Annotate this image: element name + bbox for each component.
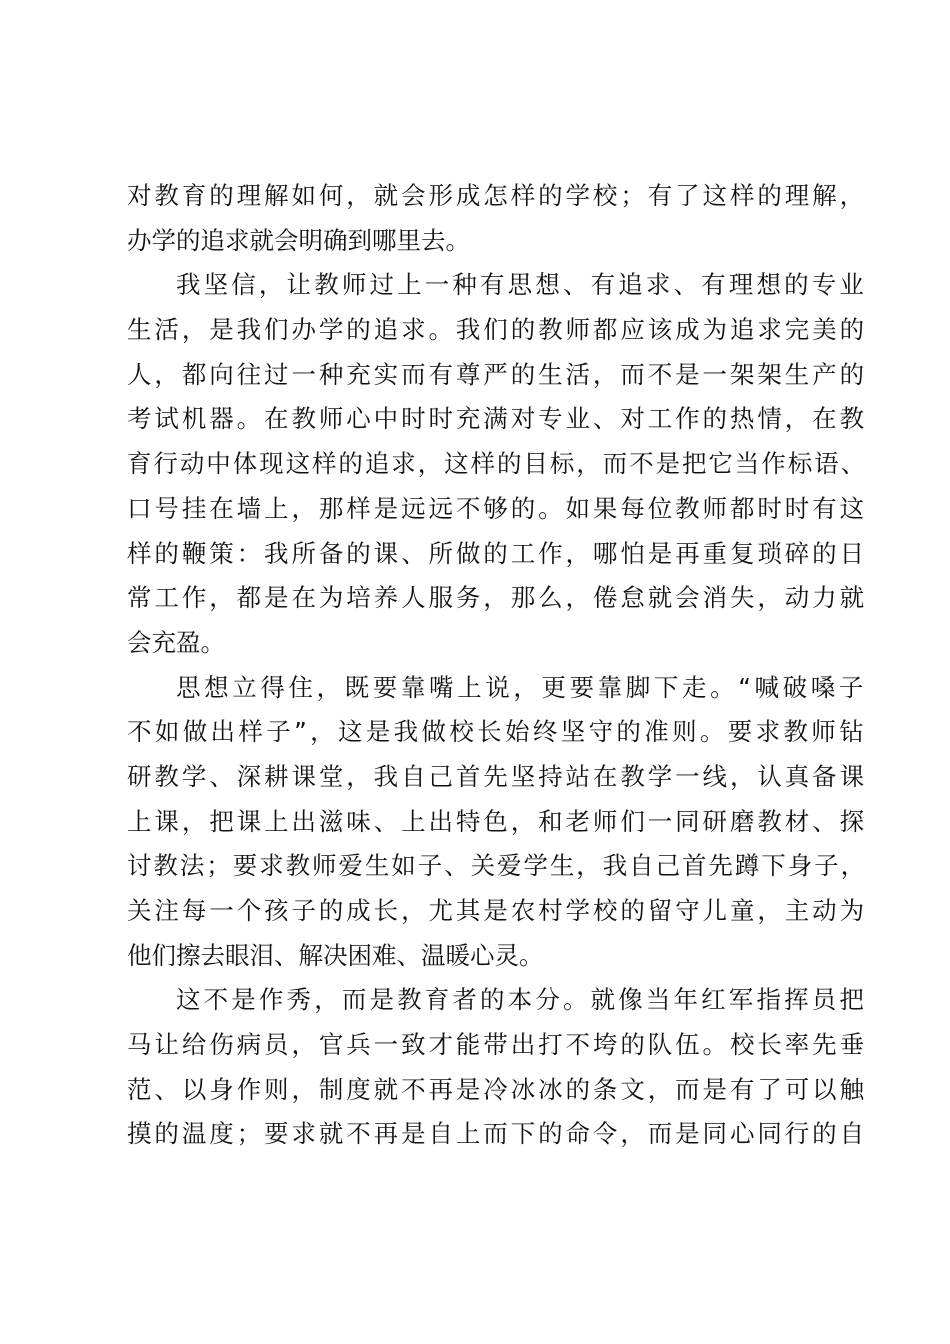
text-line: 口号挂在墙上，那样是远远不够的。如果每位教师都时时有这 (127, 493, 867, 523)
text-line: 生活，是我们办学的追求。我们的教师都应该成为追求完美的 (127, 315, 867, 345)
text-line: 研教学、深耕课堂，我自己首先坚持站在教学一线，认真备课 (127, 761, 867, 791)
text-line: 考试机器。在教师心中时时充满对专业、对工作的热情，在教 (127, 404, 867, 434)
text-line: 人，都向往过一种充实而有尊严的生活，而不是一架架生产的 (127, 359, 867, 389)
paragraph-first-line: 思想立得住，既要靠嘴上说，更要靠脚下走。“喊破嗓子 (176, 672, 867, 702)
text-line: 样的鞭策：我所备的课、所做的工作，哪怕是再重复琐碎的日 (127, 538, 867, 568)
text-line: 办学的追求就会明确到哪里去。 (127, 225, 470, 255)
text-line: 马让给伤病员，官兵一致才能带出打不垮的队伍。校长率先垂 (127, 1030, 867, 1060)
text-line: 范、以身作则，制度就不再是冷冰冰的条文，而是有了可以触 (127, 1074, 867, 1104)
text-line: 讨教法；要求教师爱生如子、关爱学生，我自己首先蹲下身子， (127, 851, 867, 881)
text-line: 育行动中体现这样的追求，这样的目标，而不是把它当作标语、 (127, 449, 867, 479)
paragraph-first-line: 我坚信，让教师过上一种有思想、有追求、有理想的专业 (176, 270, 867, 300)
text-line: 摸的温度；要求就不再是自上而下的命令，而是同心同行的自 (127, 1119, 867, 1149)
text-line: 不如做出样子”，这是我做校长始终坚守的准则。要求教师钻 (127, 717, 867, 747)
text-line: 常工作，都是在为培养人服务，那么，倦怠就会消失，动力就 (127, 583, 867, 613)
text-line: 对教育的理解如何，就会形成怎样的学校；有了这样的理解， (127, 181, 867, 210)
text-line: 上课，把课上出滋味、上出特色，和老师们一同研磨教材、探 (127, 806, 867, 836)
paragraph-first-line: 这不是作秀，而是教育者的本分。就像当年红军指挥员把 (176, 985, 867, 1015)
text-line: 他们擦去眼泪、解决困难、温暖心灵。 (127, 940, 544, 970)
text-line: 会充盈。 (127, 627, 225, 657)
text-line: 关注每一个孩子的成长，尤其是农村学校的留守儿童，主动为 (127, 896, 867, 925)
body-text (127, 174, 867, 1157)
